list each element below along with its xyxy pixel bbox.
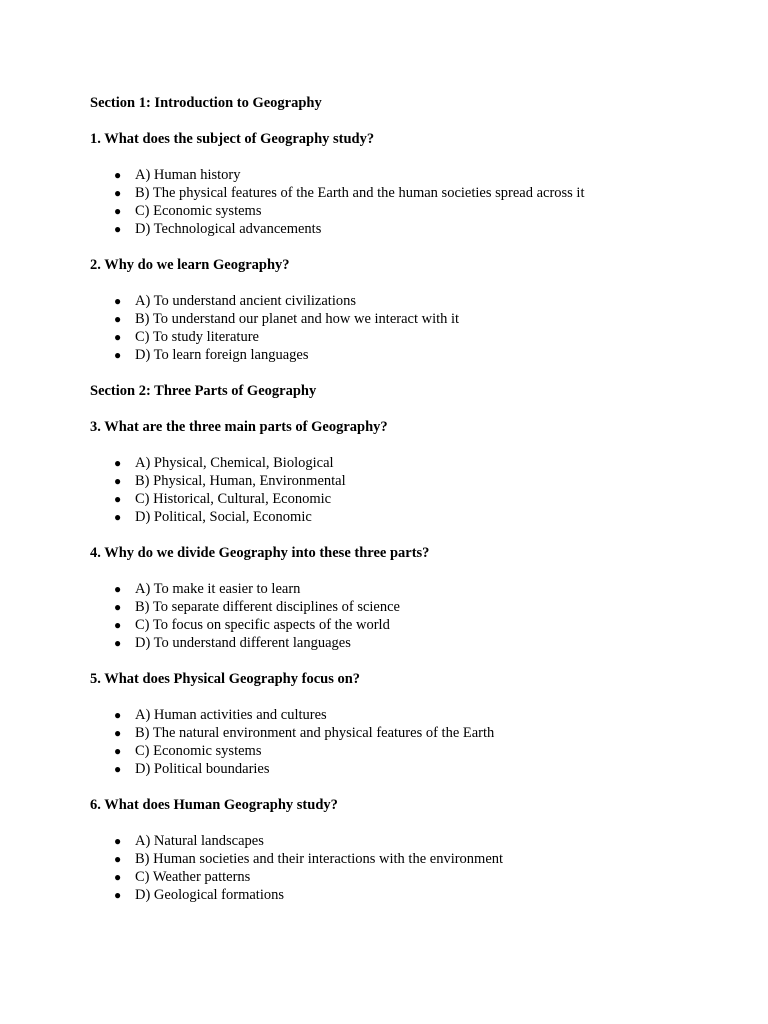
bullet-icon: ● [114,186,122,200]
option-text: C) Economic systems [135,203,262,219]
option-item [90,832,730,850]
bullet-icon: ● [114,708,122,722]
section-title: Section 2: Three Parts of Geography [90,383,317,399]
bullet-icon: ● [114,204,122,218]
option-text: B) Human societies and their interactions with the environment [135,851,504,867]
option-text: A) Human history [135,167,241,183]
bullet-icon: ● [114,726,122,740]
option-item [90,724,730,742]
bullet-icon: ● [114,348,122,362]
option-text: B) To separate different disciplines of science [135,599,400,615]
option-item [90,706,730,724]
option-list [90,580,730,652]
option-item [90,508,730,526]
option-item [90,868,730,886]
option-text: D) To learn foreign languages [135,347,309,363]
bullet-icon: ● [114,852,122,866]
option-list [90,166,730,238]
question-text: 1. What does the subject of Geography study? [90,131,375,147]
option-item [90,598,730,616]
option-text: B) Physical, Human, Environmental [135,473,346,489]
option-text: D) Political, Social, Economic [135,509,312,525]
option-item [90,166,730,184]
bullet-icon: ● [114,456,122,470]
option-text: D) To understand different languages [135,635,351,651]
option-list [90,454,730,526]
option-text: C) To focus on specific aspects of the world [135,617,390,633]
option-text: C) Economic systems [135,743,262,759]
bullet-icon: ● [114,582,122,596]
option-item [90,202,730,220]
bullet-icon: ● [114,168,122,182]
option-text: B) The natural environment and physical features of the Earth [135,725,495,741]
option-list [90,832,730,904]
option-item [90,292,730,310]
option-item [90,472,730,490]
option-text: A) Human activities and cultures [135,707,327,723]
question-text: 6. What does Human Geography study? [90,797,338,813]
option-text: A) Natural landscapes [135,833,264,849]
option-item [90,454,730,472]
document-page [90,94,730,922]
option-item [90,220,730,238]
option-text: C) Weather patterns [135,869,251,885]
option-item [90,742,730,760]
bullet-icon: ● [114,510,122,524]
bullet-icon: ● [114,222,122,236]
question-text: 4. Why do we divide Geography into these three parts? [90,545,430,561]
option-item [90,490,730,508]
bullet-icon: ● [114,492,122,506]
bullet-icon: ● [114,294,122,308]
option-item [90,310,730,328]
option-text: A) Physical, Chemical, Biological [135,455,334,471]
option-item [90,634,730,652]
option-item [90,616,730,634]
option-item [90,580,730,598]
bullet-icon: ● [114,834,122,848]
bullet-icon: ● [114,618,122,632]
question-text: 3. What are the three main parts of Geography? [90,419,388,435]
option-item [90,760,730,778]
bullet-icon: ● [114,762,122,776]
option-text: A) To understand ancient civilizations [135,293,356,309]
option-item [90,328,730,346]
question-text: 5. What does Physical Geography focus on? [90,671,361,687]
option-list [90,706,730,778]
option-list [90,292,730,364]
option-text: B) To understand our planet and how we interact with it [135,311,460,327]
bullet-icon: ● [114,870,122,884]
option-text: D) Political boundaries [135,761,270,777]
bullet-icon: ● [114,330,122,344]
bullet-icon: ● [114,744,122,758]
option-text: C) Historical, Cultural, Economic [135,491,332,507]
option-text: A) To make it easier to learn [135,581,301,597]
option-item [90,850,730,868]
option-text: D) Technological advancements [135,221,322,237]
option-text: B) The physical features of the Earth and the human societies spread across it [135,185,585,201]
option-item [90,346,730,364]
option-text: C) To study literature [135,329,259,345]
question-text: 2. Why do we learn Geography? [90,257,290,273]
option-item [90,184,730,202]
bullet-icon: ● [114,888,122,902]
bullet-icon: ● [114,636,122,650]
section-title: Section 1: Introduction to Geography [90,95,322,111]
bullet-icon: ● [114,474,122,488]
option-text: D) Geological formations [135,887,284,903]
bullet-icon: ● [114,312,122,326]
option-item [90,886,730,904]
bullet-icon: ● [114,600,122,614]
